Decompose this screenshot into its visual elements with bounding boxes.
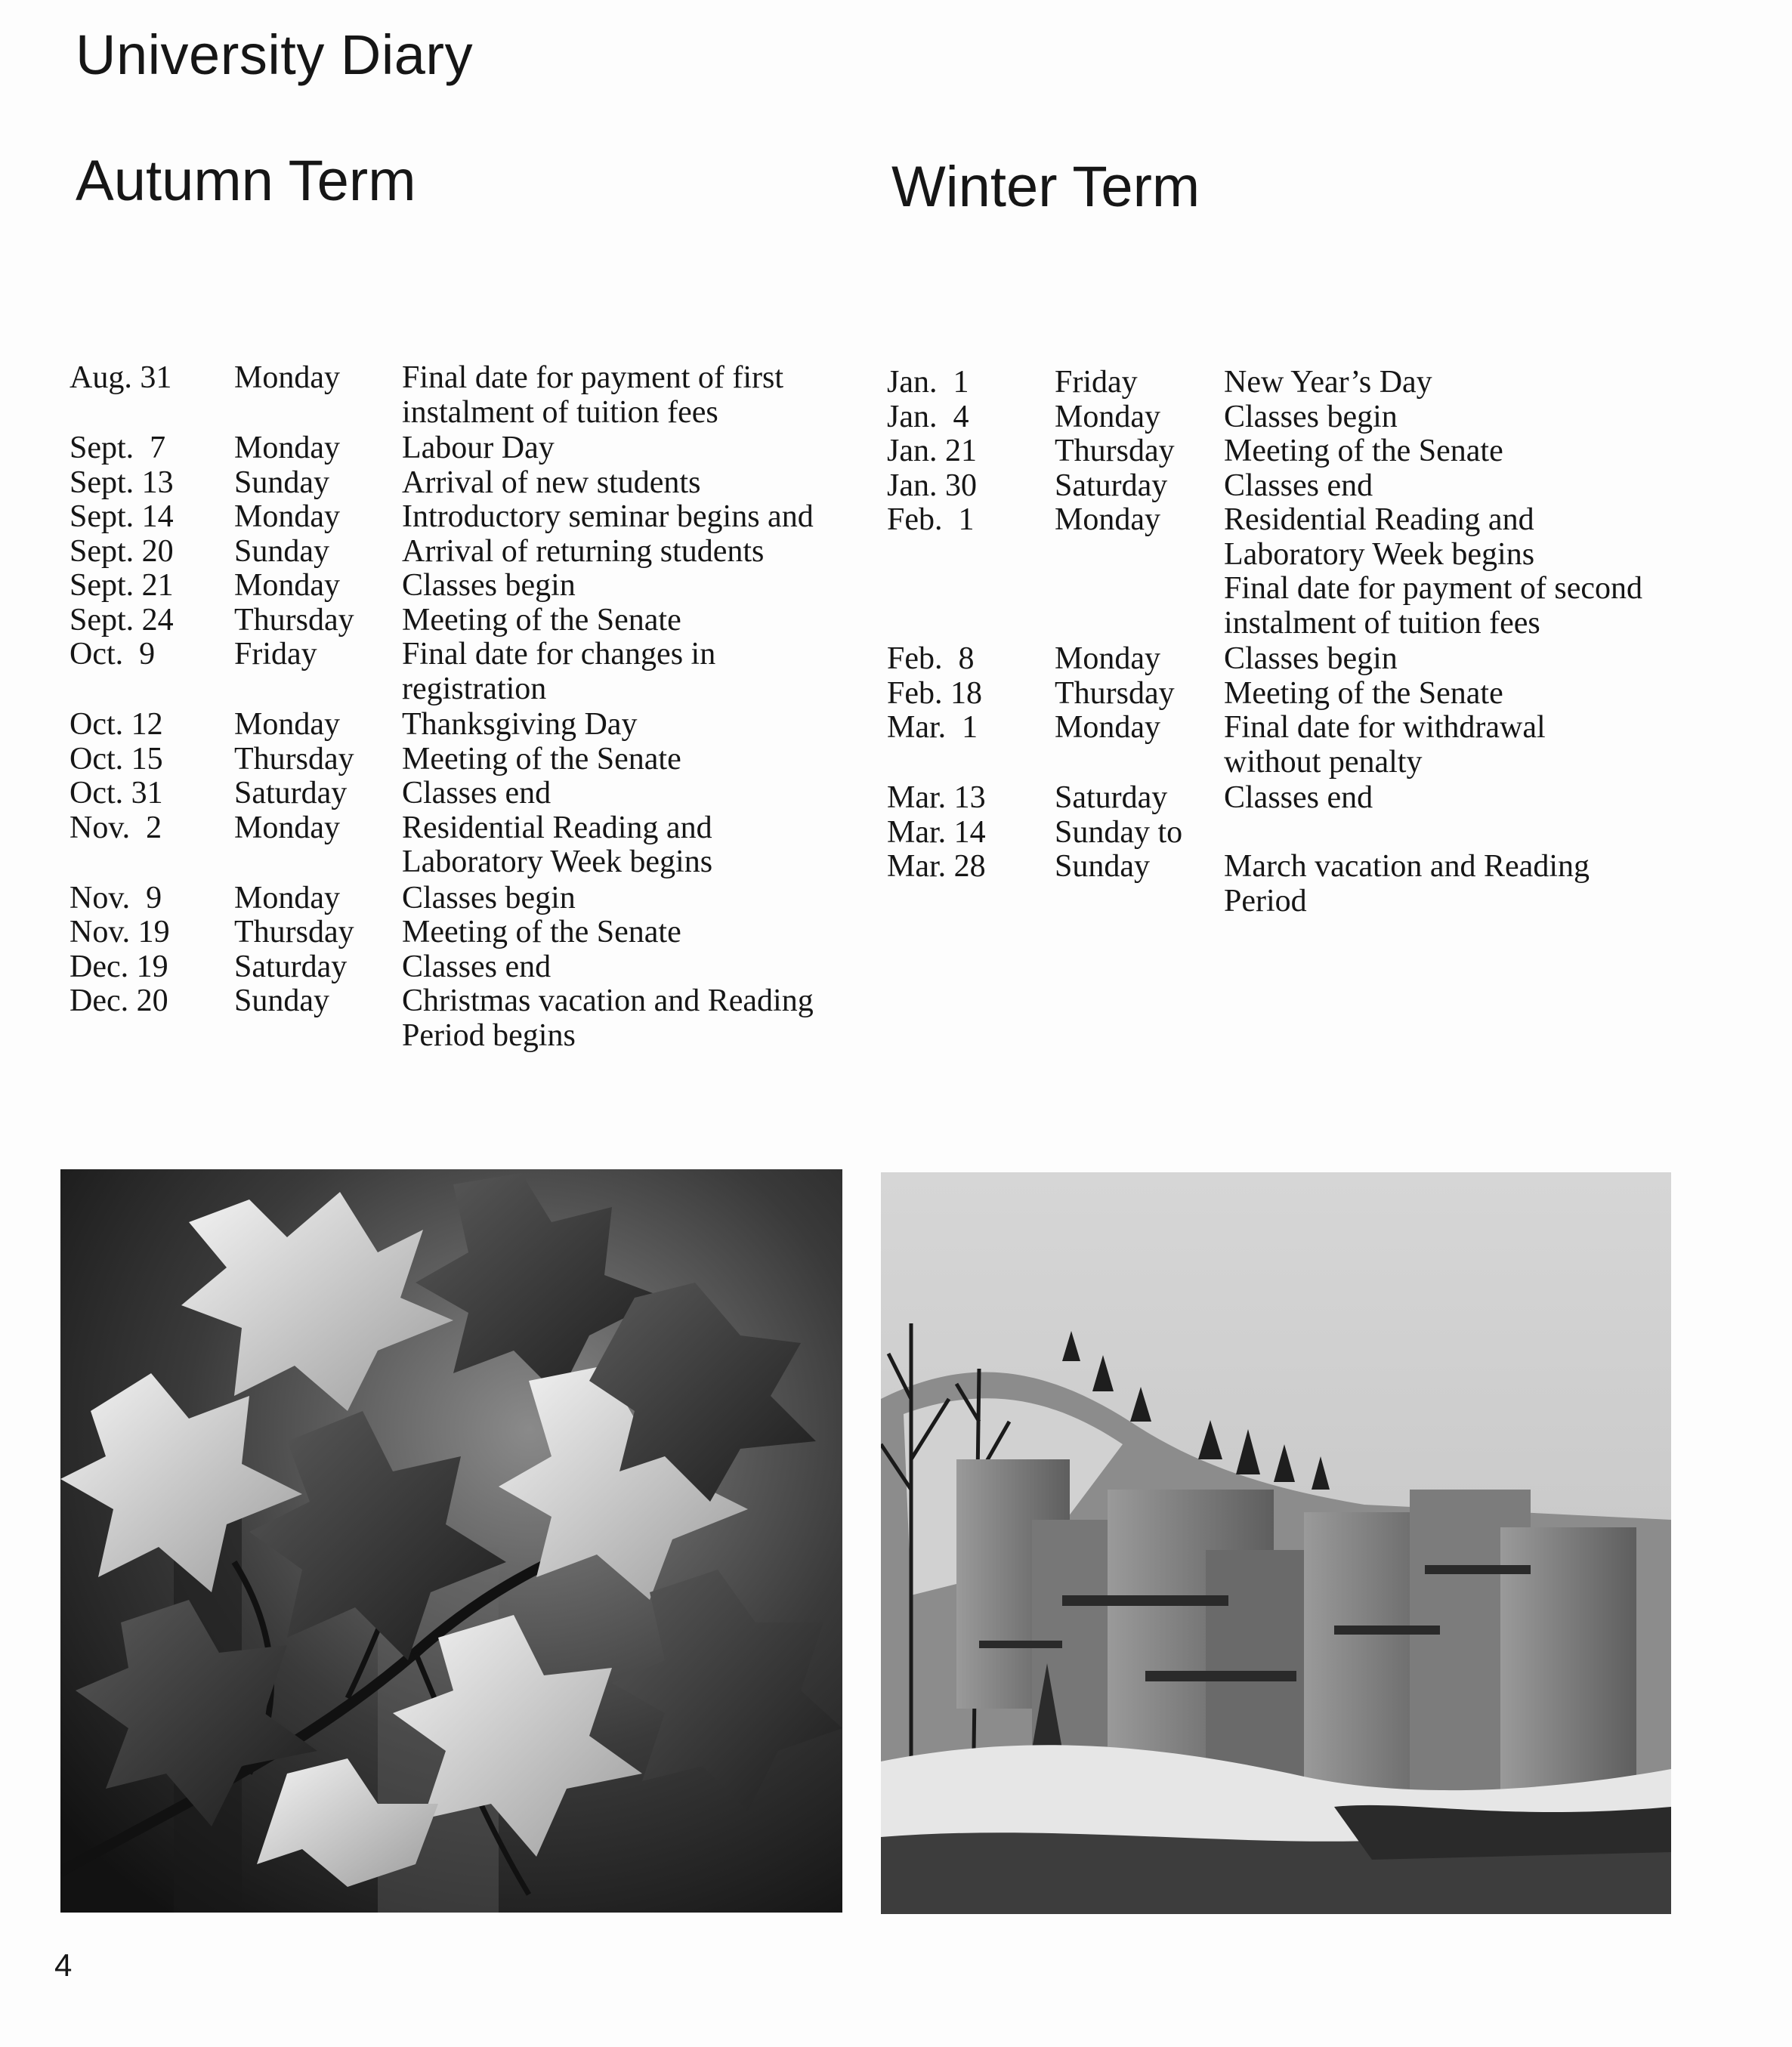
entry-event: Meeting of the Senate [1224,675,1503,711]
entry-date: Dec. 19 [70,949,168,984]
schedule-entry [887,434,1688,469]
entry-event: Classes begin [1224,641,1398,676]
schedule-entry [887,711,1688,780]
entry-date: Oct. 15 [70,741,163,777]
entry-event: Meeting of the Senate [402,741,681,777]
entry-day: Monday [234,431,340,465]
entry-event: Christmas vacation and Reading Period begins [402,983,814,1053]
entry-day: Monday [234,568,340,603]
schedule-entry [887,816,1688,851]
entry-event: Classes begin [402,880,576,915]
entry-date: Mar. 13 [887,780,986,815]
entry-date: Nov. 19 [70,915,170,949]
entry-event: Thanksgiving Day [402,707,638,742]
entry-day: Monday [1055,641,1160,676]
schedule-entry [70,361,848,430]
schedule-entry [70,431,848,466]
entry-event: Final date for withdrawal without penalty [1224,710,1546,780]
entry-day: Monday [1055,399,1160,434]
entry-day: Friday [1055,365,1138,400]
schedule-entry [887,781,1688,816]
entry-date: Sept. 21 [70,568,174,603]
entry-day: Monday [1055,502,1160,537]
entry-date: Mar. 1 [887,710,978,745]
entry-event: Final date for payment of second instalment of tuition fees [1224,571,1642,641]
schedule-entry [887,677,1688,712]
maple-leaves-photo [60,1169,842,1913]
entry-date: Oct. 9 [70,637,156,672]
entry-date: Feb. 1 [887,502,975,537]
entry-event: Classes end [1224,780,1373,815]
entry-day: Friday [234,637,317,672]
schedule-entry [70,915,848,950]
schedule-entry [887,503,1688,572]
schedule-entry [887,366,1688,400]
schedule-entry [70,500,848,535]
autumn-schedule [70,361,848,1053]
entry-day: Saturday [1055,780,1168,815]
entry-event: Introductory seminar begins and [402,499,814,534]
entry-day: Sunday [234,533,329,569]
entry-event: Classes end [402,949,552,984]
winter-term-heading: Winter Term [891,155,1200,219]
entry-event: Arrival of returning students [402,533,765,569]
entry-day: Sunday [1055,849,1150,884]
schedule-entry [887,642,1688,677]
campus-building-image [881,1172,1671,1914]
entry-event: Final date for changes in registration [402,637,716,706]
entry-event: Classes begin [1224,399,1398,434]
entry-date: Sept. 20 [70,533,174,569]
schedule-entry [70,881,848,916]
entry-event: Residential Reading and Laboratory Week begins [402,810,713,879]
schedule-entry [70,777,848,811]
entry-date: Sept. 13 [70,465,174,500]
schedule-entry [887,469,1688,504]
entry-event: Classes end [1224,468,1373,503]
entry-date: Jan. 4 [887,399,969,434]
schedule-entry [70,604,848,638]
entry-event: Classes end [402,776,552,810]
schedule-entry [70,638,848,706]
entry-day: Monday [234,880,340,915]
page-number: 4 [54,1947,73,1983]
entry-date: Jan. 1 [887,365,969,400]
entry-date: Sept. 7 [70,431,166,465]
entry-date: Dec. 20 [70,983,168,1018]
entry-day: Sunday to [1055,814,1183,850]
entry-date: Aug. 31 [70,360,172,395]
entry-event: March vacation and Reading Period [1224,849,1590,919]
schedule-entry [70,466,848,501]
entry-date: Oct. 31 [70,776,163,810]
entry-event: Residential Reading and Laboratory Week begins [1224,502,1535,572]
winter-schedule [887,366,1688,919]
entry-event: Classes begin [402,568,576,603]
entry-day: Saturday [1055,468,1168,503]
entry-event: New Year’s Day [1224,365,1432,400]
entry-date: Jan. 30 [887,468,977,503]
entry-day: Thursday [1055,434,1175,468]
entry-date: Jan. 21 [887,434,977,468]
entry-day: Thursday [234,915,354,949]
schedule-entry [70,743,848,777]
schedule-entry [70,708,848,743]
entry-event: Meeting of the Senate [402,915,681,949]
schedule-entry [70,535,848,570]
entry-event: Final date for payment of first instalment of tuition fees [402,360,784,430]
schedule-entry [70,950,848,985]
schedule-entry [887,850,1688,919]
autumn-term-heading: Autumn Term [76,149,416,213]
entry-event: Meeting of the Senate [402,602,681,638]
entry-day: Monday [1055,710,1160,745]
entry-date: Oct. 12 [70,707,163,742]
entry-day: Thursday [1055,675,1175,711]
entry-day: Thursday [234,602,354,638]
page-title: University Diary [76,23,474,86]
entry-day: Monday [234,360,340,395]
entry-event: Meeting of the Senate [1224,434,1503,468]
entry-day: Monday [234,707,340,742]
entry-date: Sept. 14 [70,499,174,534]
entry-event: Arrival of new students [402,465,701,500]
entry-day: Saturday [234,776,348,810]
entry-date: Feb. 8 [887,641,975,676]
schedule-entry [70,811,848,880]
entry-day: Monday [234,810,340,845]
entry-date: Nov. 2 [70,810,162,845]
entry-date: Sept. 24 [70,602,174,638]
entry-day: Saturday [234,949,348,984]
schedule-entry [70,984,848,1053]
entry-day: Sunday [234,465,329,500]
entry-date: Mar. 14 [887,814,986,850]
maple-leaves-image [60,1169,842,1913]
entry-day: Monday [234,499,340,534]
schedule-entry [887,572,1688,641]
campus-building-winter-photo [881,1172,1671,1914]
entry-date: Feb. 18 [887,675,982,711]
entry-day: Thursday [234,741,354,777]
entry-day: Sunday [234,983,329,1018]
entry-date: Nov. 9 [70,880,162,915]
schedule-entry [887,400,1688,435]
entry-event: Labour Day [402,431,555,465]
schedule-entry [70,569,848,604]
entry-date: Mar. 28 [887,849,986,884]
